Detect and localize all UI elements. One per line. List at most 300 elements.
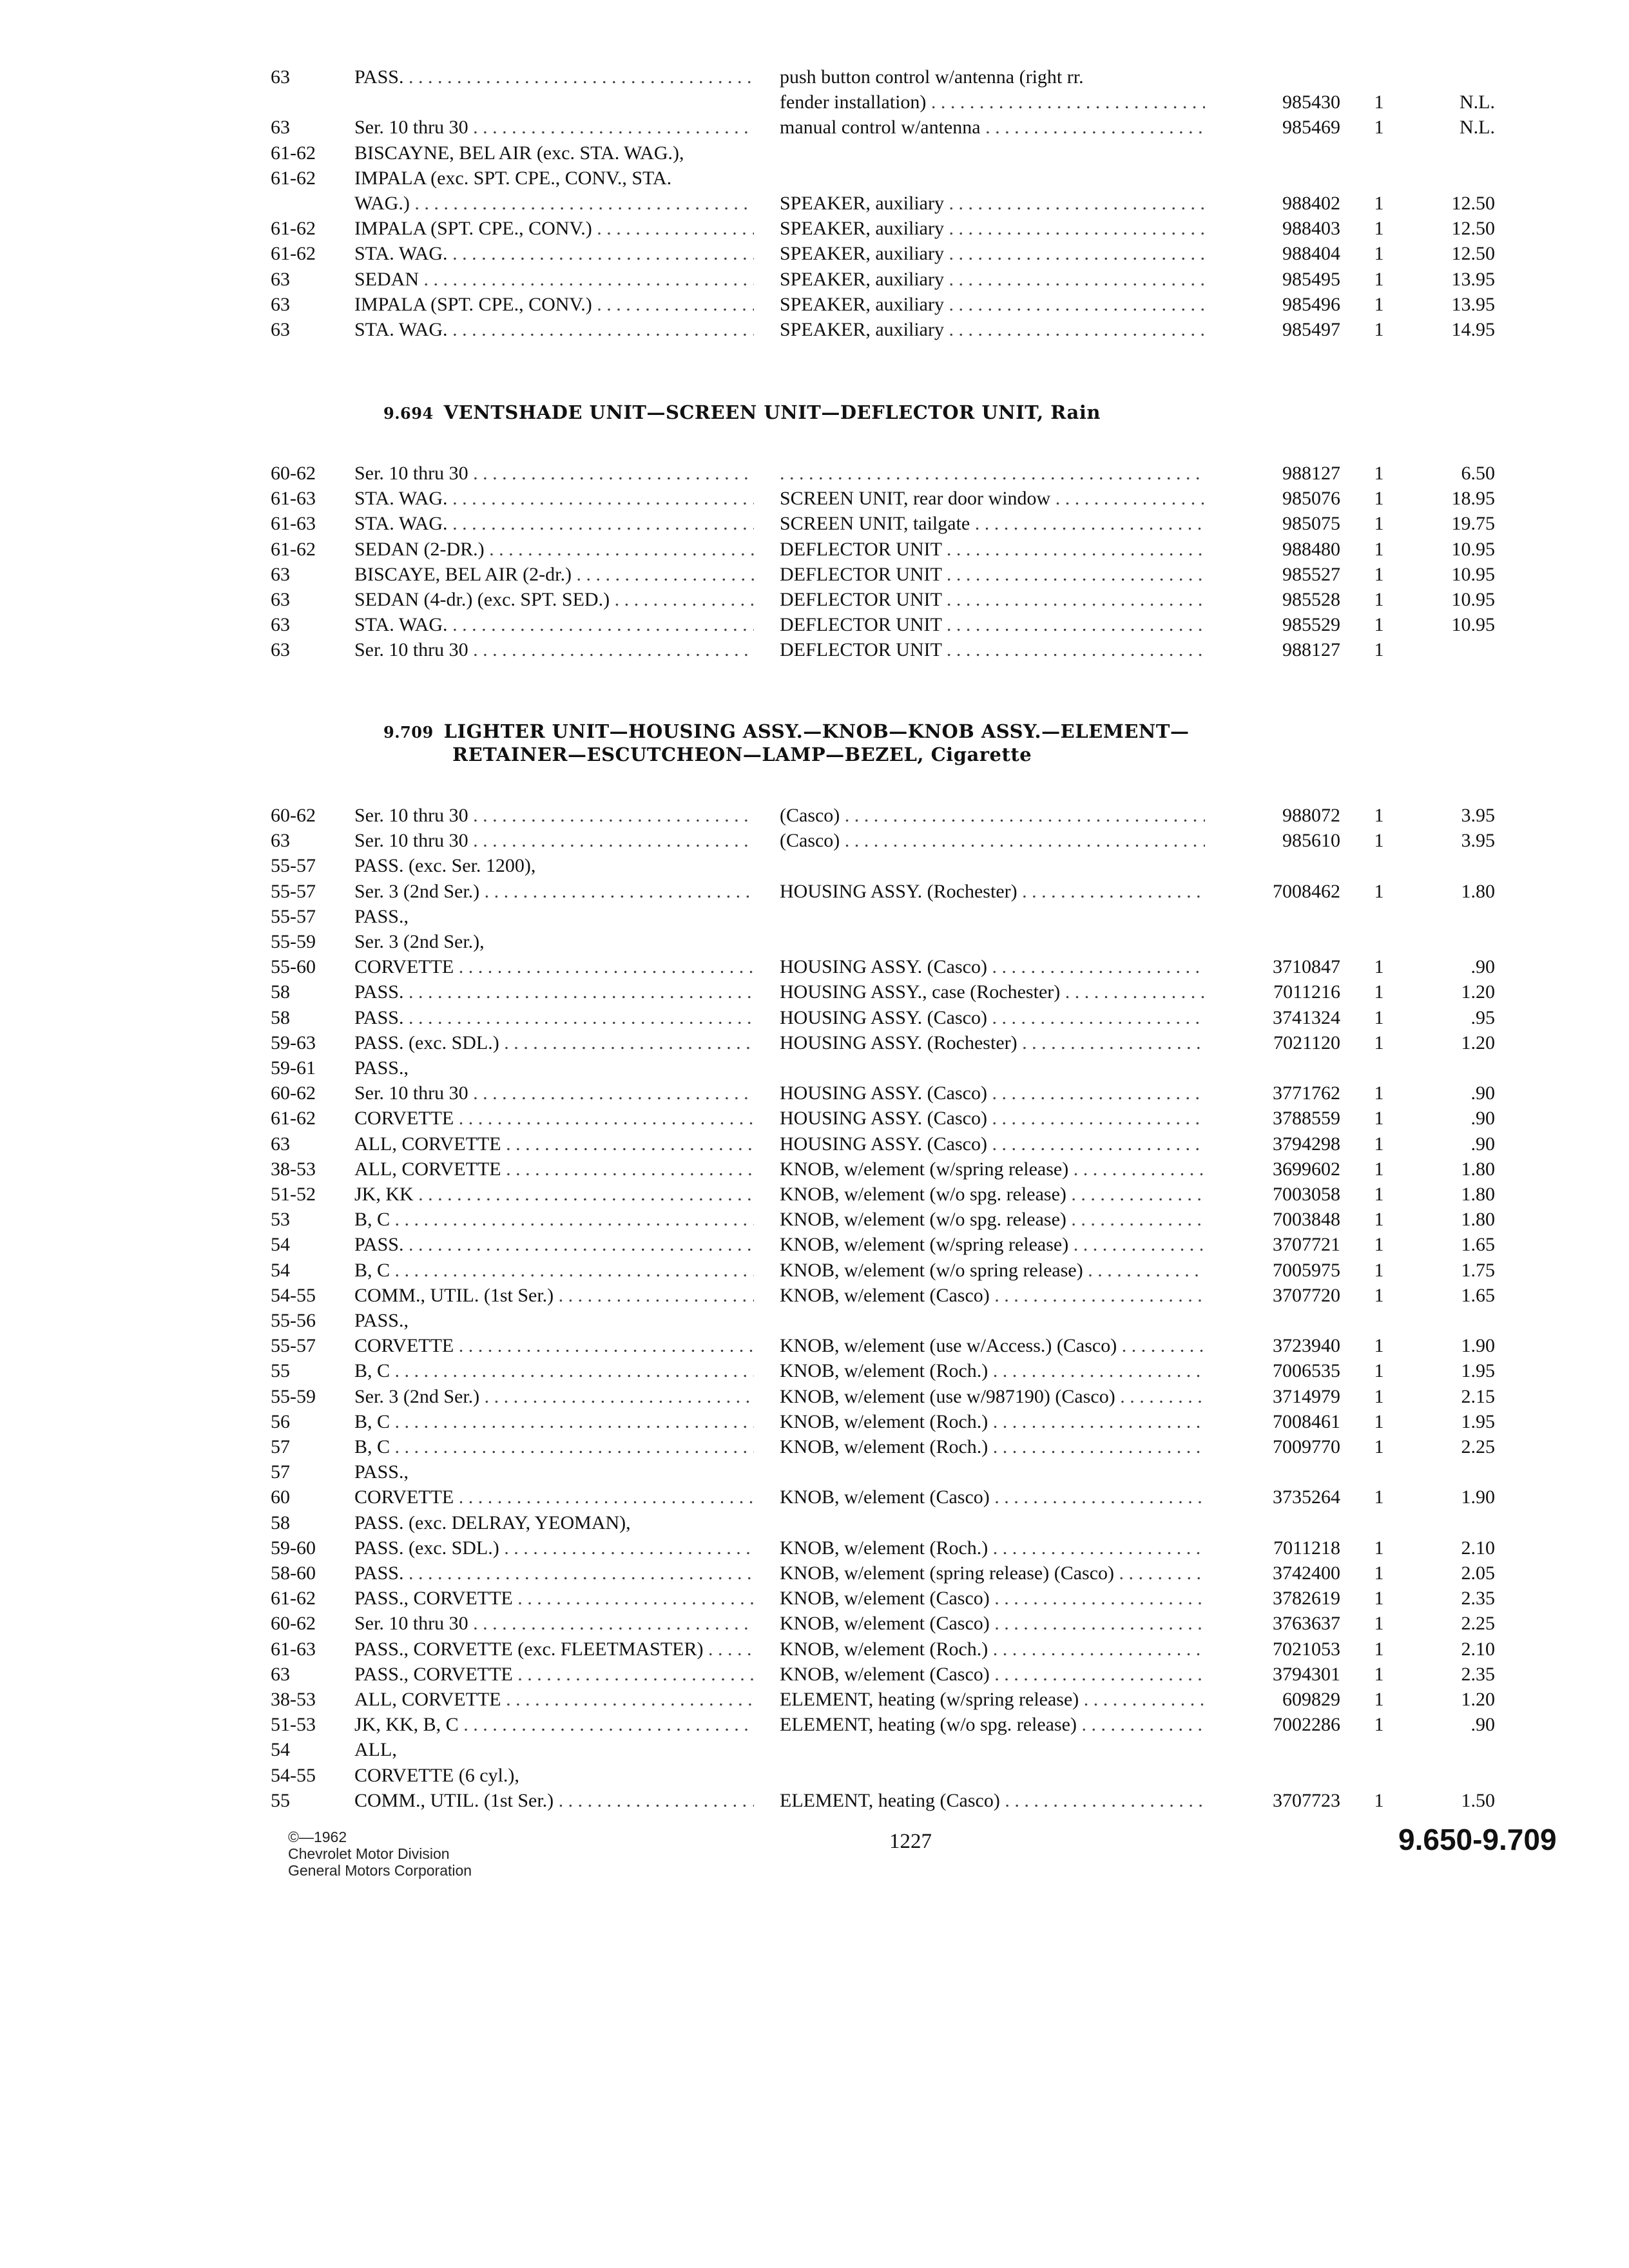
model-year: 63 [271, 1664, 290, 1685]
part-description: HOUSING ASSY. (Casco) . . . [780, 954, 1205, 980]
part-number: 988072 [1282, 805, 1340, 826]
list-price: 1.90 [1461, 1335, 1495, 1356]
quantity: 1 [1374, 1486, 1384, 1508]
part-description: KNOB, w/element (Roch.) . . . [780, 1535, 1205, 1561]
parts-row [271, 1459, 1495, 1485]
parts-row [271, 1232, 1495, 1258]
quantity: 1 [1374, 1032, 1384, 1053]
application: WAG.) . . . [354, 191, 754, 216]
application: STA. WAG. . . . [354, 511, 754, 537]
part-description: KNOB, w/element (Roch.) . . . [780, 1434, 1205, 1460]
parts-row [271, 241, 1495, 267]
quantity: 1 [1374, 589, 1384, 610]
part-description: (Casco) . . . [780, 803, 1205, 829]
application: PASS. (exc. SDL.) . . . [354, 1535, 754, 1561]
model-year: 55-57 [271, 855, 316, 876]
parts-row [271, 1005, 1495, 1031]
application: Ser. 3 (2nd Ser.) . . . [354, 879, 754, 905]
model-year: 63 [271, 319, 290, 340]
model-year: 59-60 [271, 1537, 316, 1559]
model-year: 63 [271, 66, 290, 88]
parts-row [271, 115, 1495, 140]
part-number: 3788559 [1273, 1108, 1340, 1129]
application: PASS. (exc. Ser. 1200), [354, 855, 536, 876]
parts-row [271, 292, 1495, 318]
model-year: 63 [271, 614, 290, 635]
list-price: 2.10 [1461, 1639, 1495, 1660]
application: STA. WAG. . . . [354, 317, 754, 343]
part-number: 7011216 [1273, 981, 1340, 1003]
parts-row [271, 1712, 1495, 1738]
application: PASS., CORVETTE . . . [354, 1586, 754, 1611]
quantity: 1 [1374, 1007, 1384, 1028]
model-year: 58 [271, 1512, 290, 1533]
quantity: 1 [1374, 1360, 1384, 1381]
model-year: 55-59 [271, 1386, 316, 1407]
application: Ser. 10 thru 30 . . . [354, 1081, 754, 1106]
part-number: 3707723 [1273, 1790, 1340, 1811]
section-heading [383, 399, 1101, 427]
application: COMM., UTIL. (1st Ser.) . . . [354, 1788, 754, 1814]
model-year: 61-63 [271, 1639, 316, 1660]
list-price: 1.20 [1461, 1689, 1495, 1710]
parts-row [271, 637, 1495, 663]
model-year: 58 [271, 981, 290, 1003]
list-price: 10.95 [1451, 539, 1495, 560]
quantity: 1 [1374, 881, 1384, 902]
list-price: .90 [1470, 1082, 1495, 1104]
parts-row [271, 828, 1495, 854]
part-description: KNOB, w/element (Roch.) . . . [780, 1637, 1205, 1662]
list-price: 13.95 [1451, 294, 1495, 315]
parts-row [271, 1333, 1495, 1359]
list-price: 1.75 [1461, 1260, 1495, 1281]
part-number: 7003058 [1273, 1184, 1340, 1205]
parts-row [271, 537, 1495, 562]
part-description: manual control w/antenna . . . [780, 115, 1205, 140]
part-number: 7008462 [1273, 881, 1340, 902]
part-description: HOUSING ASSY., case (Rochester) . . . [780, 979, 1205, 1005]
application: SEDAN (4-dr.) (exc. SPT. SED.) . . . [354, 587, 754, 613]
section-number: 9.709 [383, 723, 434, 742]
quantity: 1 [1374, 218, 1384, 239]
list-price: .90 [1470, 1133, 1495, 1155]
part-number: 3771762 [1273, 1082, 1340, 1104]
list-price: N.L. [1460, 117, 1495, 138]
quantity: 1 [1374, 488, 1384, 509]
application: ALL, CORVETTE . . . [354, 1157, 754, 1182]
quantity: 1 [1374, 1108, 1384, 1129]
quantity: 1 [1374, 1260, 1384, 1281]
part-description: DEFLECTOR UNIT . . . [780, 637, 1205, 663]
model-year: 63 [271, 269, 290, 290]
parts-row [271, 1384, 1495, 1410]
publisher-line-1: Chevrolet Motor Division [288, 1845, 450, 1862]
list-price: N.L. [1460, 91, 1495, 113]
list-price: .95 [1470, 1007, 1495, 1028]
list-price: .90 [1470, 956, 1495, 977]
parts-row [271, 929, 1495, 955]
list-price: 1.50 [1461, 1790, 1495, 1811]
model-year: 55-57 [271, 1335, 316, 1356]
part-description: HOUSING ASSY. (Casco) . . . [780, 1131, 1205, 1157]
parts-row [271, 1182, 1495, 1207]
part-description: HOUSING ASSY. (Rochester) . . . [780, 1030, 1205, 1056]
model-year: 60 [271, 1486, 290, 1508]
part-number: 985076 [1282, 488, 1340, 509]
list-price: 1.20 [1461, 1032, 1495, 1053]
part-description: KNOB, w/element (w/spring release) . . . [780, 1157, 1205, 1182]
application: ALL, CORVETTE . . . [354, 1131, 754, 1157]
parts-row [271, 803, 1495, 829]
application: Ser. 10 thru 30 . . . [354, 803, 754, 829]
part-number: 7021120 [1273, 1032, 1340, 1053]
quantity: 1 [1374, 564, 1384, 585]
part-number: 3794298 [1273, 1133, 1340, 1155]
part-number: 985528 [1282, 589, 1340, 610]
parts-row [271, 1485, 1495, 1510]
part-description [780, 461, 1205, 486]
model-year: 61-62 [271, 1108, 316, 1129]
list-price: 13.95 [1451, 269, 1495, 290]
quantity: 1 [1374, 1436, 1384, 1457]
parts-row [271, 904, 1495, 930]
part-number: 988127 [1282, 639, 1340, 660]
application: ALL, CORVETTE . . . [354, 1687, 754, 1713]
model-year: 55 [271, 1790, 290, 1811]
part-number: 3707720 [1273, 1285, 1340, 1306]
quantity: 1 [1374, 243, 1384, 264]
section-title: VENTSHADE UNIT—SCREEN UNIT—DEFLECTOR UNIT, Rain [443, 401, 1101, 423]
part-description: KNOB, w/element (Casco) . . . [780, 1485, 1205, 1510]
section-title-continued: RETAINER—ESCUTCHEON—LAMP—BEZEL, Cigarette [452, 744, 1032, 765]
quantity: 1 [1374, 91, 1384, 113]
application: PASS., [354, 1461, 409, 1483]
parts-row [271, 1081, 1495, 1106]
part-description: SPEAKER, auxiliary . . . [780, 317, 1205, 343]
parts-row [271, 1687, 1495, 1713]
model-year: 61-62 [271, 168, 316, 189]
part-number: 7009770 [1273, 1436, 1340, 1457]
parts-row [271, 587, 1495, 613]
parts-row [271, 191, 1495, 216]
parts-row [271, 1258, 1495, 1283]
model-year: 58-60 [271, 1562, 316, 1584]
model-year: 54 [271, 1260, 290, 1281]
part-number: 988403 [1282, 218, 1340, 239]
part-number: 985469 [1282, 117, 1340, 138]
application: Ser. 10 thru 30 . . . [354, 115, 754, 140]
application: Ser. 10 thru 30 . . . [354, 828, 754, 854]
quantity: 1 [1374, 193, 1384, 214]
part-description: SPEAKER, auxiliary . . . [780, 216, 1205, 242]
parts-row [271, 954, 1495, 980]
list-price: 2.15 [1461, 1386, 1495, 1407]
application: SEDAN (2-DR.) . . . [354, 537, 754, 562]
model-year: 57 [271, 1461, 290, 1483]
part-number: 988480 [1282, 539, 1340, 560]
part-description: KNOB, w/element (Casco) . . . [780, 1611, 1205, 1637]
part-description: KNOB, w/element (Casco) . . . [780, 1283, 1205, 1309]
list-price: 18.95 [1451, 488, 1495, 509]
application: B, C . . . [354, 1409, 754, 1435]
part-number: 3763637 [1273, 1613, 1340, 1634]
application: ALL, [354, 1739, 397, 1760]
application: IMPALA (SPT. CPE., CONV.) . . . [354, 216, 754, 242]
parts-row [271, 612, 1495, 638]
application: PASS. (exc. SDL.) . . . [354, 1030, 754, 1056]
application: CORVETTE (6 cyl.), [354, 1765, 519, 1786]
model-year: 53 [271, 1209, 290, 1230]
model-year: 38-53 [271, 1158, 316, 1180]
part-description: SCREEN UNIT, rear door window . . . [780, 486, 1205, 512]
list-price: 3.95 [1461, 830, 1495, 851]
parts-row [271, 1763, 1495, 1789]
quantity: 1 [1374, 981, 1384, 1003]
list-price: 10.95 [1451, 614, 1495, 635]
list-price: 12.50 [1451, 193, 1495, 214]
quantity: 1 [1374, 1639, 1384, 1660]
application: PASS., CORVETTE . . . [354, 1662, 754, 1687]
part-number: 3699602 [1273, 1158, 1340, 1180]
section-number: 9.694 [383, 404, 434, 423]
part-description: KNOB, w/element (w/o spg. release) . . . [780, 1182, 1205, 1207]
model-year: 59-61 [271, 1057, 316, 1079]
part-description: (Casco) . . . [780, 828, 1205, 854]
quantity: 1 [1374, 117, 1384, 138]
part-number: 7006535 [1273, 1360, 1340, 1381]
quantity: 1 [1374, 1664, 1384, 1685]
model-year: 55-57 [271, 881, 316, 902]
application: B, C . . . [354, 1434, 754, 1460]
quantity: 1 [1374, 294, 1384, 315]
part-number: 985610 [1282, 830, 1340, 851]
part-description: KNOB, w/element (use w/987190) (Casco) . . . [780, 1384, 1205, 1410]
part-number: 609829 [1282, 1689, 1340, 1710]
quantity: 1 [1374, 513, 1384, 534]
application: B, C . . . [354, 1258, 754, 1283]
part-description: DEFLECTOR UNIT . . . [780, 587, 1205, 613]
application: Ser. 10 thru 30 . . . [354, 461, 754, 486]
parts-row [271, 216, 1495, 242]
part-number: 7003848 [1273, 1209, 1340, 1230]
model-year: 61-62 [271, 243, 316, 264]
part-description: push button control w/antenna (right rr. [780, 66, 1084, 88]
quantity: 1 [1374, 614, 1384, 635]
model-year: 51-53 [271, 1714, 316, 1735]
parts-row [271, 1409, 1495, 1435]
parts-row [271, 979, 1495, 1005]
model-year: 55 [271, 1360, 290, 1381]
application: CORVETTE . . . [354, 954, 754, 980]
model-year: 57 [271, 1436, 290, 1457]
quantity: 1 [1374, 1689, 1384, 1710]
quantity: 1 [1374, 1234, 1384, 1255]
model-year: 61-63 [271, 513, 316, 534]
application: PASS., [354, 906, 409, 927]
parts-row [271, 1662, 1495, 1687]
list-price: 12.50 [1451, 218, 1495, 239]
parts-row [271, 140, 1495, 166]
footer-copyright [288, 1829, 472, 1879]
part-description: HOUSING ASSY. (Casco) . . . [780, 1081, 1205, 1106]
part-number: 7008461 [1273, 1411, 1340, 1432]
list-price: 19.75 [1451, 513, 1495, 534]
copyright-line: ©—1962 [288, 1829, 347, 1845]
model-year: 55-59 [271, 931, 316, 952]
application: COMM., UTIL. (1st Ser.) . . . [354, 1283, 754, 1309]
quantity: 1 [1374, 1158, 1384, 1180]
quantity: 1 [1374, 1184, 1384, 1205]
model-year: 63 [271, 564, 290, 585]
quantity: 1 [1374, 1386, 1384, 1407]
model-year: 60-62 [271, 463, 316, 484]
list-price: 2.05 [1461, 1562, 1495, 1584]
part-description: KNOB, w/element (Casco) . . . [780, 1586, 1205, 1611]
part-description: KNOB, w/element (Roch.) . . . [780, 1409, 1205, 1435]
part-number: 3794301 [1273, 1664, 1340, 1685]
quantity: 1 [1374, 1209, 1384, 1230]
part-number: 3723940 [1273, 1335, 1340, 1356]
parts-row [271, 90, 1495, 115]
part-description: ELEMENT, heating (Casco) . . . [780, 1788, 1205, 1814]
quantity: 1 [1374, 1285, 1384, 1306]
model-year: 38-53 [271, 1689, 316, 1710]
model-year: 59-63 [271, 1032, 316, 1053]
parts-row [271, 1510, 1495, 1536]
part-number: 3735264 [1273, 1486, 1340, 1508]
parts-row [271, 1586, 1495, 1611]
parts-row [271, 1358, 1495, 1384]
quantity: 1 [1374, 539, 1384, 560]
list-price: 2.25 [1461, 1436, 1495, 1457]
quantity: 1 [1374, 1613, 1384, 1634]
application: Ser. 10 thru 30 . . . [354, 637, 754, 663]
model-year: 55-57 [271, 906, 316, 927]
list-price: 1.20 [1461, 981, 1495, 1003]
parts-row [271, 1055, 1495, 1081]
model-year: 56 [271, 1411, 290, 1432]
list-price: 1.95 [1461, 1360, 1495, 1381]
list-price: 10.95 [1451, 564, 1495, 585]
part-description: KNOB, w/element (w/o spg. release) . . . [780, 1207, 1205, 1233]
list-price: .90 [1470, 1108, 1495, 1129]
part-number: 985496 [1282, 294, 1340, 315]
list-price: 1.80 [1461, 1184, 1495, 1205]
parts-row [271, 1535, 1495, 1561]
part-number: 985430 [1282, 91, 1340, 113]
part-description: ELEMENT, heating (w/o spg. release) . . . [780, 1712, 1205, 1738]
quantity: 1 [1374, 269, 1384, 290]
section-title: LIGHTER UNIT—HOUSING ASSY.—KNOB—KNOB ASSY.—ELEMENT— [443, 720, 1190, 742]
model-year: 63 [271, 589, 290, 610]
parts-row [271, 64, 1495, 90]
list-price: 2.35 [1461, 1664, 1495, 1685]
parts-row [271, 1434, 1495, 1460]
part-number: 3741324 [1273, 1007, 1340, 1028]
application: Ser. 3 (2nd Ser.) . . . [354, 1384, 754, 1410]
part-number: 988404 [1282, 243, 1340, 264]
model-year: 54-55 [271, 1285, 316, 1306]
parts-row [271, 562, 1495, 588]
parts-row [271, 1637, 1495, 1662]
model-year: 61-62 [271, 539, 316, 560]
application: PASS., CORVETTE (exc. FLEETMASTER) . . . [354, 1637, 754, 1662]
parts-row [271, 317, 1495, 343]
application: CORVETTE . . . [354, 1333, 754, 1359]
list-price: 2.10 [1461, 1537, 1495, 1559]
parts-row [271, 166, 1495, 191]
application: PASS. . . . [354, 979, 754, 1005]
part-description: SPEAKER, auxiliary . . . [780, 292, 1205, 318]
part-description: SPEAKER, auxiliary . . . [780, 267, 1205, 293]
parts-row [271, 1030, 1495, 1056]
part-number: 985497 [1282, 319, 1340, 340]
parts-row [271, 1788, 1495, 1814]
list-price: 2.35 [1461, 1588, 1495, 1609]
model-year: 61-62 [271, 218, 316, 239]
model-year: 55-60 [271, 956, 316, 977]
model-year: 63 [271, 117, 290, 138]
application: BISCAYE, BEL AIR (2-dr.) . . . [354, 562, 754, 588]
quantity: 1 [1374, 1588, 1384, 1609]
parts-row [271, 486, 1495, 512]
part-number: 7011218 [1273, 1537, 1340, 1559]
list-price: 1.80 [1461, 881, 1495, 902]
application: Ser. 10 thru 30 . . . [354, 1611, 754, 1637]
parts-row [271, 879, 1495, 905]
part-number: 3742400 [1273, 1562, 1340, 1584]
list-price: 1.90 [1461, 1486, 1495, 1508]
group-range: 9.650-9.709 [1398, 1823, 1557, 1856]
parts-row [271, 1561, 1495, 1586]
part-number: 988402 [1282, 193, 1340, 214]
model-year: 61-62 [271, 142, 316, 164]
application: CORVETTE . . . [354, 1106, 754, 1131]
part-description: DEFLECTOR UNIT . . . [780, 562, 1205, 588]
parts-row [271, 1737, 1495, 1763]
list-price: 2.25 [1461, 1613, 1495, 1634]
application: SEDAN . . . [354, 267, 754, 293]
part-number: 3710847 [1273, 956, 1340, 977]
quantity: 1 [1374, 1082, 1384, 1104]
list-price: 12.50 [1451, 243, 1495, 264]
model-year: 54 [271, 1739, 290, 1760]
list-price: .90 [1470, 1714, 1495, 1735]
application: B, C . . . [354, 1358, 754, 1384]
quantity: 1 [1374, 830, 1384, 851]
application: IMPALA (exc. SPT. CPE., CONV., STA. [354, 168, 672, 189]
application: PASS. . . . [354, 64, 754, 90]
part-number: 985075 [1282, 513, 1340, 534]
parts-row [271, 853, 1495, 879]
part-number: 988127 [1282, 463, 1340, 484]
quantity: 1 [1374, 639, 1384, 660]
part-description: HOUSING ASSY. (Rochester) . . . [780, 879, 1205, 905]
list-price: 1.95 [1461, 1411, 1495, 1432]
part-description: SPEAKER, auxiliary . . . [780, 241, 1205, 267]
quantity: 1 [1374, 956, 1384, 977]
quantity: 1 [1374, 1714, 1384, 1735]
list-price: 1.65 [1461, 1285, 1495, 1306]
quantity: 1 [1374, 1790, 1384, 1811]
parts-row [271, 1611, 1495, 1637]
application: CORVETTE . . . [354, 1485, 754, 1510]
model-year: 55-56 [271, 1310, 316, 1331]
part-description: DEFLECTOR UNIT . . . [780, 537, 1205, 562]
application: BISCAYNE, BEL AIR (exc. STA. WAG.), [354, 142, 684, 164]
page-number: 1227 [889, 1830, 932, 1853]
